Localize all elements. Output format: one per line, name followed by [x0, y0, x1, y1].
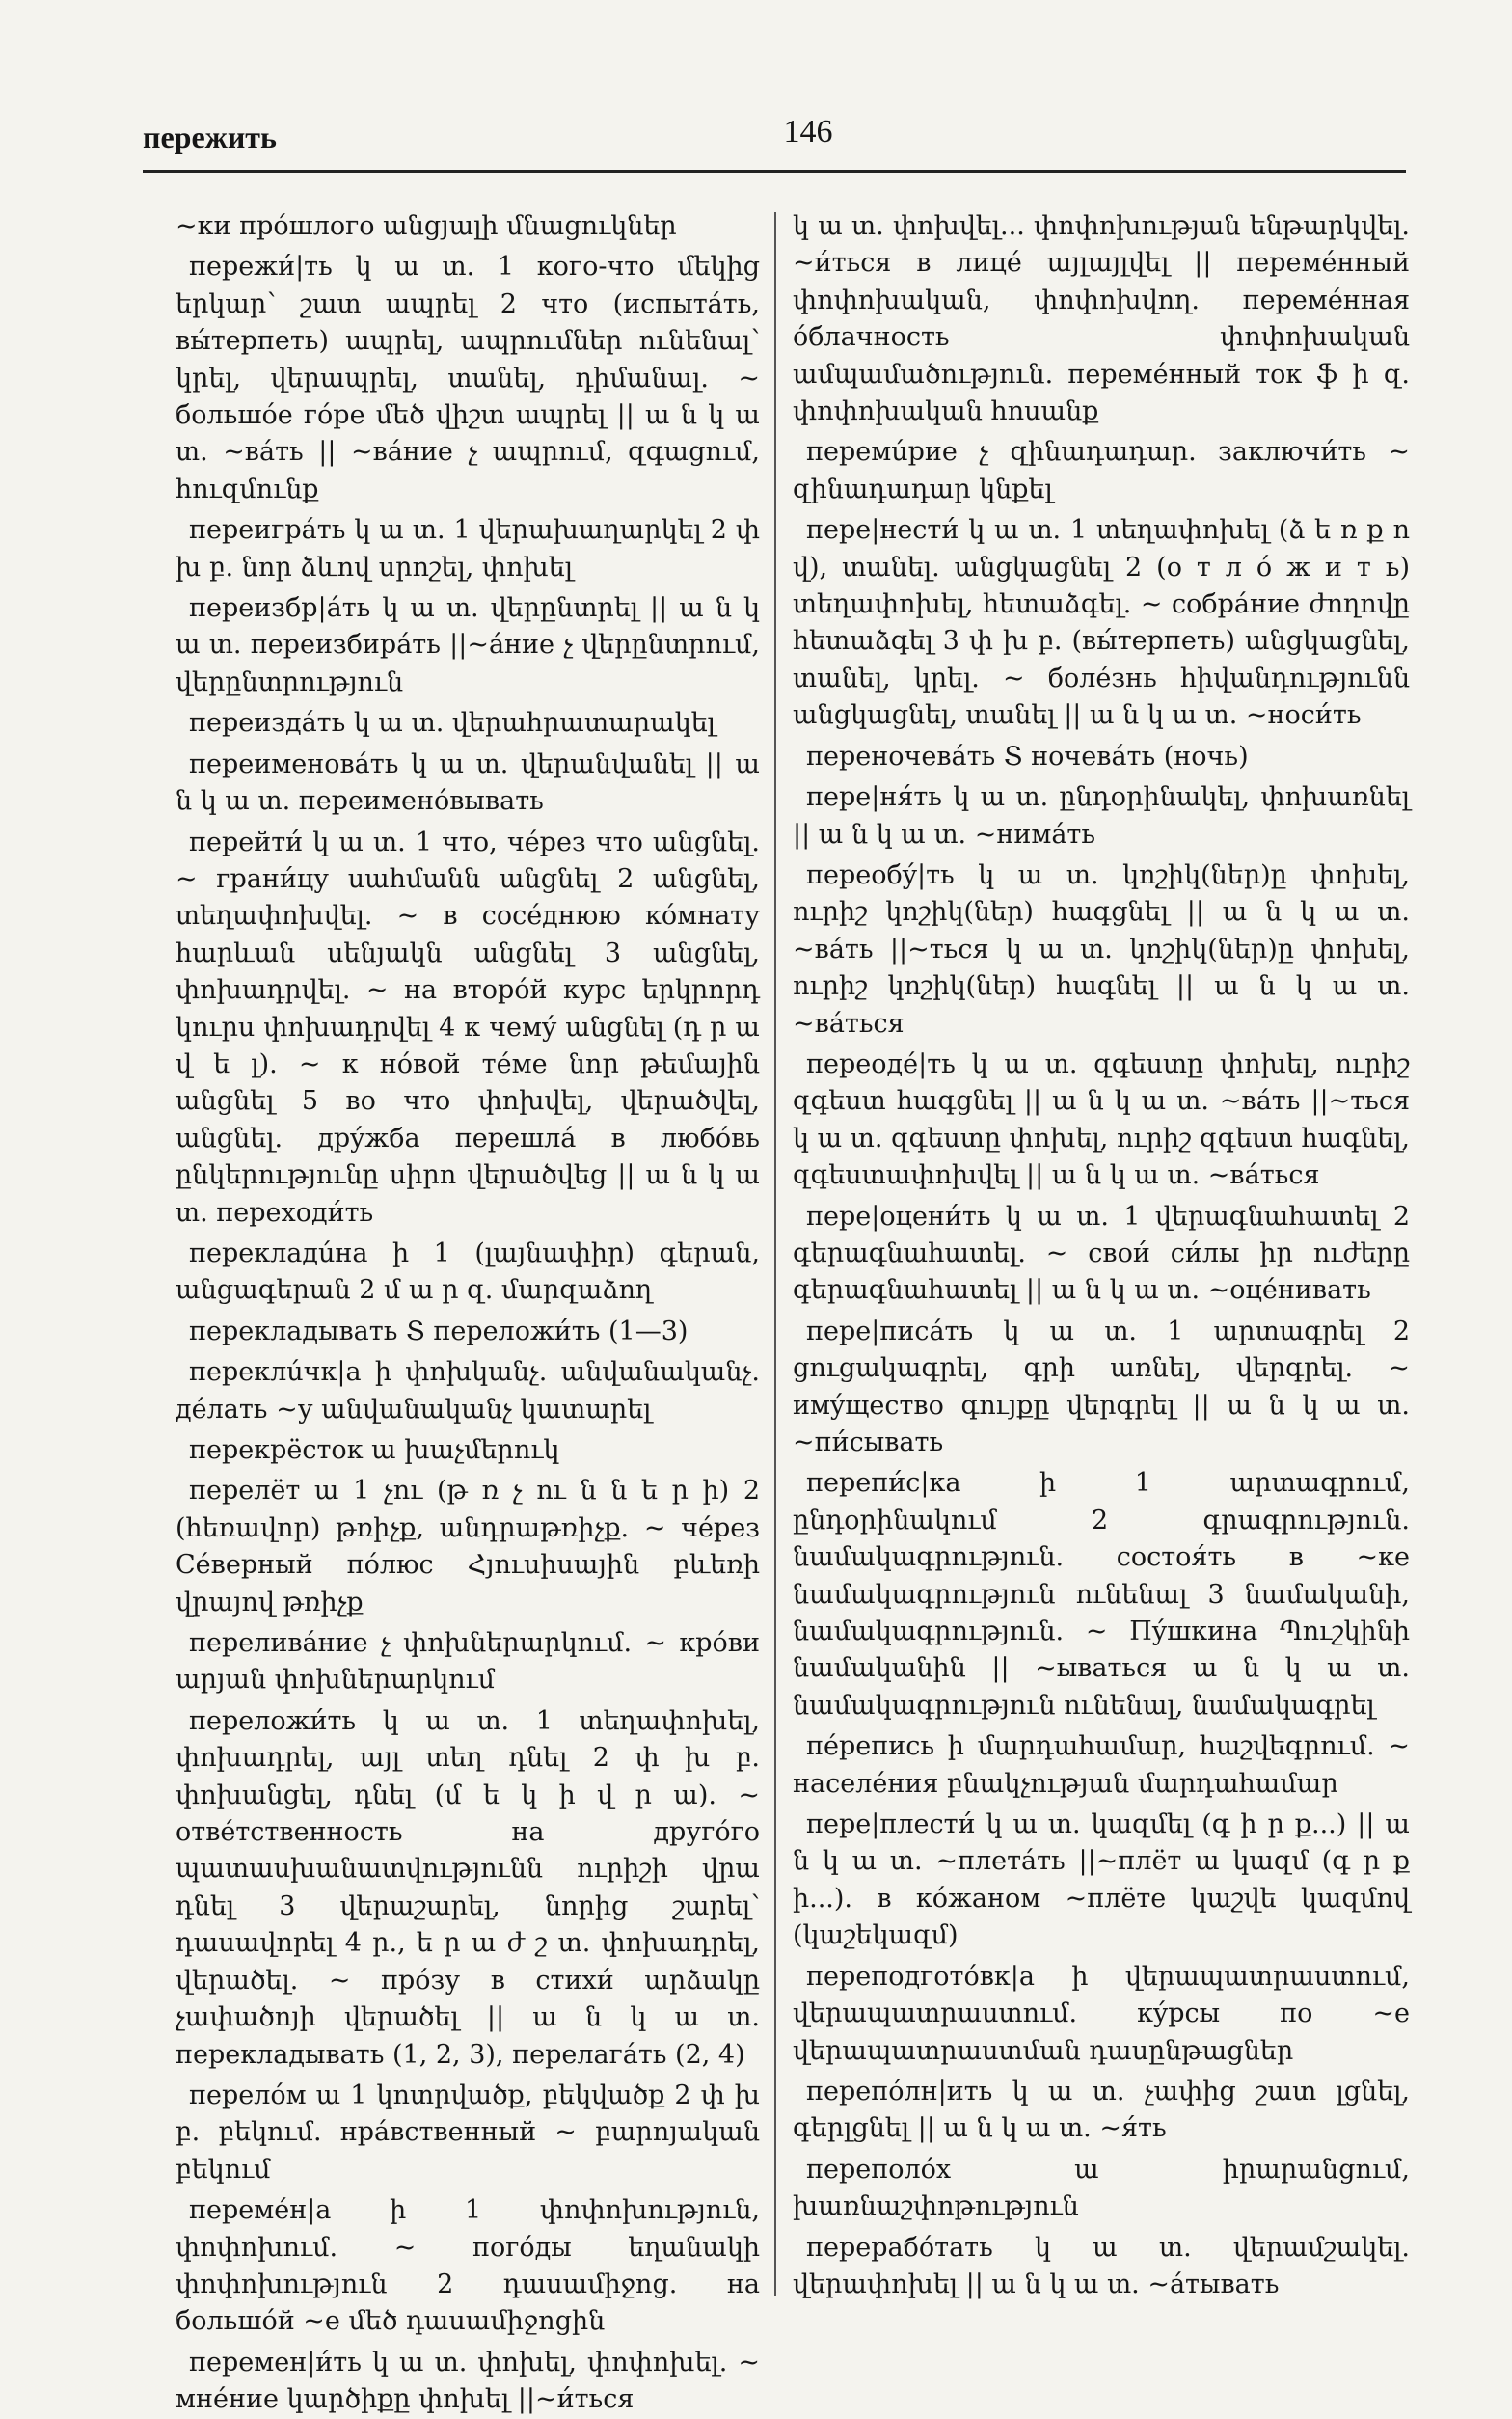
dictionary-entry: пережи́|ть կ ա տ. 1 кого-что մեկից երկար՝ շատ ապրել 2 что (испытáть, вы́терпеть) ապրել, ապրումներ ունենալ՝ կրել, վերապրել, տանել, դիմանալ. ~ большóе гóре մեծ վիշտ ապրել || ա ն կ ա տ. ~вáть || ~вáние չ ապրում, զգացում, հուզմունք [176, 252, 760, 504]
page-header [143, 114, 1406, 162]
dictionary-entry: пере|плести́ կ ա տ. կազմել (գ ի ր ք...) || ա ն կ ա տ. ~плетáть ||~плёт ա կազմ (գ ր ք ի...). в кóжаном ~плёте կաշվե կազմով (կաշեկազմ) [793, 1809, 1410, 1951]
dictionary-entry: переложи́ть կ ա տ. 1 տեղափոխել, փոխադրել, այլ տեղ դնել 2 փ խ բ. փոխանցել, դնել (մ ե կ ի վ ր ա). ~ отвéтственность на другóго պատասխանատվությունն ուրիշի վրա դնել 3 վերաշարել, նորից շարել՝ դասավորել 4 ր., ե ր ա ժ շ տ. փոխադրել, վերածել. ~ прóзу в стихи́ արձակը չափածոյի վերածել || ա ն կ ա տ. перекладывать (1, 2, 3), перелагáть (2, 4) [176, 1705, 760, 2070]
running-headword: пережить [143, 120, 277, 154]
dictionary-entry: перекрёсток ա խաչմերուկ [189, 1435, 560, 1465]
dictionary-entry: переполóх ա իրարանցում, խառնաշփոթություն [793, 2154, 1410, 2222]
dictionary-entry: переобý|ть կ ա տ. կոշիկ(ներ)ը փոխել, ուրիշ կոշիկ(ներ) հագցնել || ա ն կ ա տ. ~вáть ||~ться կ ա տ. կոշիկ(ներ)ը փոխել, ուրիշ կոշիկ(ներ) հագնել || ա ն կ ա տ. ~вáться [793, 859, 1410, 1039]
column-divider [774, 212, 776, 2296]
left-column [176, 208, 760, 2415]
dictionary-entry: перепи́с|ка ի 1 արտագրում, ընդօրինակում 2 գրագրություն. նամակագրություն. состоя́ть в ~ке նամակագրություն ունենալ 3 նամականի, նամակագրություն. ~ Пýшкина Պուշկինի նամականին || ~ываться ա ն կ ա տ. նամակագրություն ունենալ, նամակագրել [793, 1468, 1410, 1721]
dictionary-entry: переподготóвк|а ի վերապատրաստում, վերապատրաստում. кýрсы по ~е վերապատրաստման դասընթացներ [793, 1961, 1410, 2066]
dictionary-entry: ~ки прóшлого անցյալի մնացուկներ [176, 211, 677, 241]
dictionary-entry: переодé|ть կ ա տ. զգեստը փոխել, ուրիշ զգեստ հագցնել || ա ն կ ա տ. ~вáть ||~ться կ ա տ. զգեստը փոխել, ուրիշ զգեստ հագնել, զգեստափոխվել || ա ն կ ա տ. ~вáться [793, 1048, 1410, 1191]
dictionary-entry: пере|писáть կ ա տ. 1 արտագրել 2 ցուցակագրել, գրի առնել, վերգրել. ~ имýщество գույքը վերգրել || ա ն կ ա տ. ~пи́сывать [793, 1316, 1410, 1457]
dictionary-entry: переиздáть կ ա տ. վերահրատարակել [189, 708, 716, 739]
header-rule [143, 170, 1406, 173]
dictionary-entry: переливáние չ փոխներարկում. ~ крóви արյան փոխներարկում [176, 1628, 760, 1696]
dictionary-entry: перекладывать Տ переложи́ть (1—3) [189, 1316, 688, 1346]
right-column [793, 208, 1410, 2299]
dictionary-entry: перепóлн|ить կ ա տ. չափից շատ լցնել, գերլցնել || ա ն կ ա տ. ~я́ть [793, 2076, 1410, 2144]
dictionary-entry: переигрáть կ ա տ. 1 վերախաղարկել 2 փ խ բ. նոր ձևով սրոշել, փոխել [176, 515, 760, 583]
dictionary-entry: перемен|и́ть կ ա տ. փոխել, փոփոխել. ~ мнéние կարծիքը փոխել ||~и́ться [176, 2347, 760, 2415]
dictionary-entry: перемúрие չ զինադադար. заключи́ть ~ զինադադար կնքել [793, 437, 1410, 504]
dictionary-entry: կ ա տ. փոխվել... փոփոխության ենթարկվել. ~и́ться в лицé այլայլվել || перемéнный փոփոխական, փոփոխվող. перемéнная óблачность փոփոխական ամպամածություն. перемéнный ток ֆ ի զ. փոփոխական հոսանք [793, 211, 1410, 427]
dictionary-entry: перелóм ա 1 կոտրվածք, բեկվածք 2 փ խ բ. բեկում. нрáвственный ~ բարոյական բեկում [176, 2079, 760, 2185]
dictionary-entry: перекладúна ի 1 (լայնափիր) գերան, անցագերան 2 մ ա ր զ. մարզաձող [176, 1237, 760, 1306]
dictionary-entry: пере|ня́ть կ ա տ. ընդօրինակել, փոխառնել || ա ն կ ա տ. ~нимáть [793, 782, 1410, 850]
dictionary-entry: перелёт ա 1 չու (թ ռ չ ու ն ն ե ր ի) 2 (հեռավոր) թռիչք, անդրաթռիչք. ~ чéрез Сéверный пóлюс Հյուսիսային բևեռի վրայով թռիչք [176, 1476, 760, 1617]
dictionary-entry: переименовáть կ ա տ. վերանվանել || ա ն կ ա տ. переименóвывать [176, 748, 760, 817]
dictionary-entry: переночевáть Տ ночевáть (ночь) [806, 741, 1249, 772]
page-number: 146 [783, 114, 833, 149]
dictionary-entry: перерабóтать կ ա տ. վերամշակել. վերափոխել || ա ն կ ա տ. ~áтывать [793, 2232, 1410, 2299]
dictionary-entry: пере|оцени́ть կ ա տ. 1 վերագնահատել 2 գերագնահատել. ~ свои́ си́лы իր ուժերը գերագնահատել || ա ն կ ա տ. ~оцéнивать [793, 1201, 1410, 1306]
dictionary-entry: переклúчк|а ի փոխկանչ. անվանականչ. дéлать ~у անվանականչ կատարել [176, 1357, 760, 1425]
dictionary-entry: пéрепись ի մարդահամար, հաշվեգրում. ~ населéния բնակչության մարդահամար [793, 1731, 1410, 1799]
dictionary-entry: перемéн|а ի 1 փոփոխություն, փոփոխում. ~ погóды եղանակի փոփոխություն 2 դասամիջոց. на большóй ~е մեծ դասամիջոցին [176, 2195, 760, 2337]
dictionary-entry: перейти́ կ ա տ. 1 что, чéрез что անցնել. ~ грани́цу սահմանն անցնել 2 անցնել, տեղափոխվել. ~ в сосéднюю кóмнату հարևան սենյակն անցնել 3 անցնել, փոխադրվել. ~ на вторóй курс երկրորդ կուրս փոխադրվել 4 к чемý անցնել (դ ր ա վ ե լ). ~ к нóвой тéме նոր թեմային անցնել 5 во что փոխվել, վերածվել, անցնել. дрýжба перешлá в любóвь ընկերությունը սիրո վերածվեց || ա ն կ ա տ. переходи́ть [176, 827, 760, 1228]
dictionary-entry: переизбр|áть կ ա տ. վերընտրել || ա ն կ ա տ. переизбирáть ||~áние չ վերընտրում, վերընտրություն [176, 593, 760, 697]
dictionary-entry: пере|нести́ կ ա տ. 1 տեղափոխել (ձ ե ռ ք ո վ), տանել. անցկացնել 2 (о т л ó ж и т ь) տեղափոխել, հետաձգել. ~ собрáние ժողովը հետաձգել 3 փ խ բ. (вы́терпеть) անցկացնել, տանել, կրել. ~ болéзнь հիվանդությունն անցկացնել, տանել || ա ն կ ա տ. ~носи́ть [793, 515, 1410, 731]
